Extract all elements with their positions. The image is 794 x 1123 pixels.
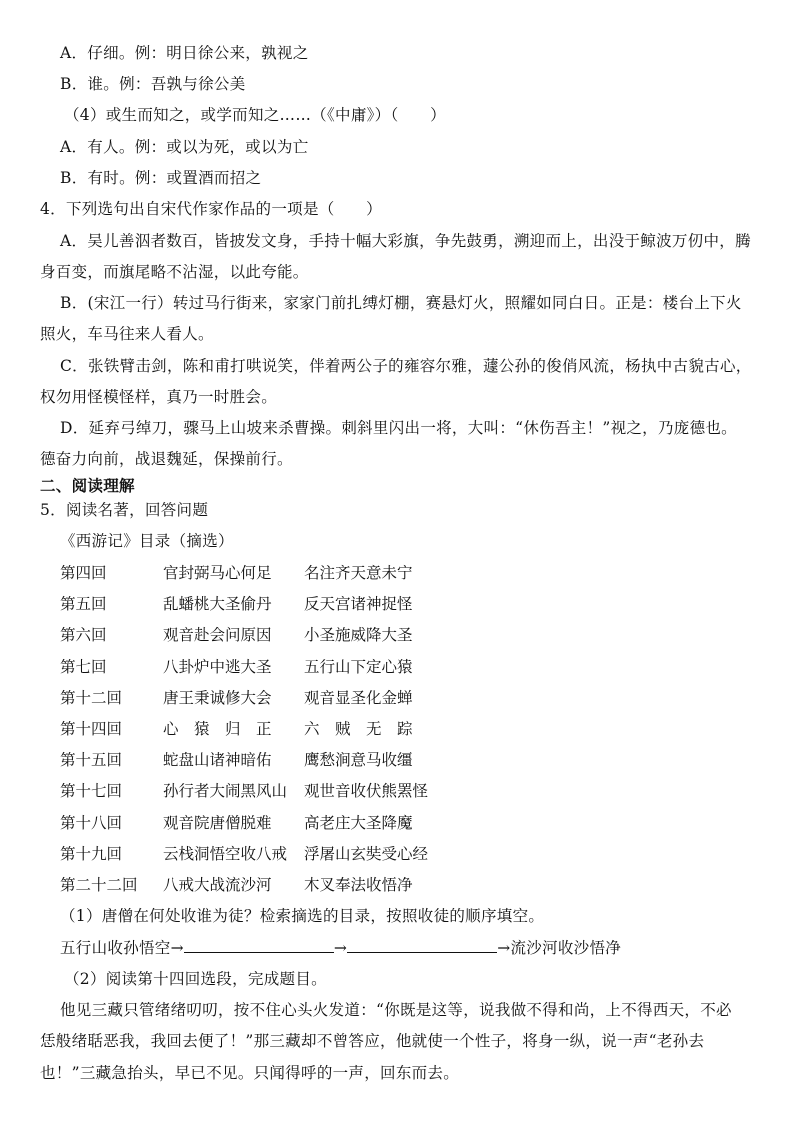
q4-option-a-line1: A．吴儿善泅者数百，皆披发文身，手持十幅大彩旗，争先鼓勇，溯迎而上，出没于鲸波万仞中，腾 <box>60 232 751 250</box>
toc-couplet-first: 云栈洞悟空收八戒 <box>163 844 288 863</box>
q3-option-b2: B．有时。例：或置酒而招之 <box>60 169 262 187</box>
q4-option-b-line2: 照火，车马往来人看人。 <box>40 325 214 343</box>
fill-end-text: →流沙河收沙悟净 <box>497 939 622 957</box>
fill-start-text: 五行山收孙悟空→ <box>60 939 184 957</box>
toc-couplet-second: 观世音收伏熊罴怪 <box>304 782 429 801</box>
toc-chapter-number: 第十五回 <box>60 751 123 770</box>
toc-chapter-number: 第十九回 <box>60 844 123 863</box>
passage-line-2: 恁般绪聒恶我，我回去便了！”那三藏却不曾答应，他就使一个性子，将身一纵，说一声“老孙去 <box>40 1032 705 1050</box>
toc-chapter-number: 第二十二回 <box>60 876 138 894</box>
toc-chapter-number: 第七回 <box>60 657 107 676</box>
q4-stem: 4．下列选句出自宋代作家作品的一项是（ ） <box>40 200 382 218</box>
toc-chapter-number: 第十四回 <box>60 720 123 738</box>
q3-option-a2: A．有人。例：或以为死，或以为亡 <box>60 138 309 156</box>
q4-option-d-line2: 德奋力向前，战退魏延，保操前行。 <box>40 450 293 468</box>
q4-option-b-line1: B．(宋江一行）转过马行街来，家家门前扎缚灯棚，赛悬灯火，照耀如同白日。正是：楼台上下火 <box>60 294 742 312</box>
q3-option-a1: A．仔细。例：明日徐公来，孰视之 <box>60 44 309 62</box>
q4-option-d-line1: D．延弃弓绰刀，骤马上山坡来杀曹操。刺斜里闪出一将，大叫：“休伤吾主！”视之，乃庞德也。 <box>60 419 737 437</box>
toc-chapter-number: 第六回 <box>60 626 107 645</box>
toc-couplet-second: 反天宫诸神捉怪 <box>304 595 413 614</box>
toc-couplet-first: 八戒大战流沙河 <box>163 876 272 894</box>
toc-couplet-second: 小圣施威降大圣 <box>304 626 413 645</box>
toc-couplet-first: 官封弼马心何足 <box>163 564 272 582</box>
toc-couplet-second: 浮屠山玄奘受心经 <box>304 844 429 863</box>
passage-line-1: 他见三藏只管绪绪叨叨，按不住心头火发道：“你既是这等，说我做不得和尚，上不得西天，不必 <box>60 1001 732 1019</box>
toc-couplet-second: 鹰愁涧意马收缰 <box>304 751 413 770</box>
answer-blank-1[interactable] <box>184 938 334 953</box>
toc-chapter-number: 第五回 <box>60 595 107 614</box>
toc-title: 《西游记》目录（摘选） <box>60 532 234 550</box>
q3-option-b1: B．谁。例：吾孰与徐公美 <box>60 75 246 93</box>
toc-chapter-number: 第十八回 <box>60 813 123 832</box>
passage-line-3: 也！”三藏急抬头，早已不见。只闻得呼的一声，回东而去。 <box>40 1064 460 1082</box>
toc-couplet-first: 八卦炉中逃大圣 <box>163 657 272 676</box>
toc-couplet-first: 孙行者大闹黑风山 <box>163 782 288 801</box>
toc-couplet-first: 观音院唐僧脱难 <box>163 813 272 832</box>
q5-sub-question-1: （1）唐僧在何处收谁为徒？检索摘选的目录，按照收徒的顺序填空。 <box>60 907 545 925</box>
q4-option-a-line2: 身百变，而旗尾略不沾湿，以此夸能。 <box>40 263 309 281</box>
toc-couplet-first: 观音赴会问原因 <box>163 626 272 645</box>
q4-option-c-line1: C．张铁臂击剑，陈和甫打哄说笑，伴着两公子的雍容尔雅，蘧公孙的俊俏风流，杨执中古貌古心， <box>60 357 752 375</box>
fill-in-line <box>60 938 780 958</box>
section-heading: 二、阅读理解 <box>40 476 135 495</box>
toc-couplet-first: 乱蟠桃大圣偷丹 <box>163 595 272 614</box>
toc-couplet-first: 蛇盘山诸神暗佑 <box>163 751 272 770</box>
q4-option-c-line2: 权勿用怪模怪样，真乃一时胜会。 <box>40 388 278 406</box>
toc-chapter-number: 第十二回 <box>60 688 123 707</box>
toc-couplet-second: 观音显圣化金蝉 <box>304 688 413 707</box>
q3-sub-question-4: （4）或生而知之，或学而知之……（《中庸》）（ ） <box>64 106 446 124</box>
toc-chapter-number: 第十七回 <box>60 782 123 801</box>
toc-couplet-second: 五行山下定心猿 <box>304 657 413 676</box>
answer-blank-2[interactable] <box>347 938 497 953</box>
toc-couplet-second: 名注齐天意未宁 <box>304 564 413 582</box>
arrow-text: → <box>333 939 348 957</box>
q5-stem: 5．阅读名著，回答问题 <box>40 501 209 519</box>
q5-sub-question-2: （2）阅读第十四回选段，完成题目。 <box>64 970 327 988</box>
toc-couplet-second: 木叉奉法收悟净 <box>304 876 413 894</box>
toc-couplet-first: 唐王秉诚修大会 <box>163 688 272 707</box>
toc-chapter-number: 第四回 <box>60 564 107 582</box>
toc-couplet-first: 心 猿 归 正 <box>163 720 272 738</box>
toc-couplet-second: 六 贼 无 踪 <box>304 720 413 738</box>
toc-couplet-second: 高老庄大圣降魔 <box>304 813 413 832</box>
